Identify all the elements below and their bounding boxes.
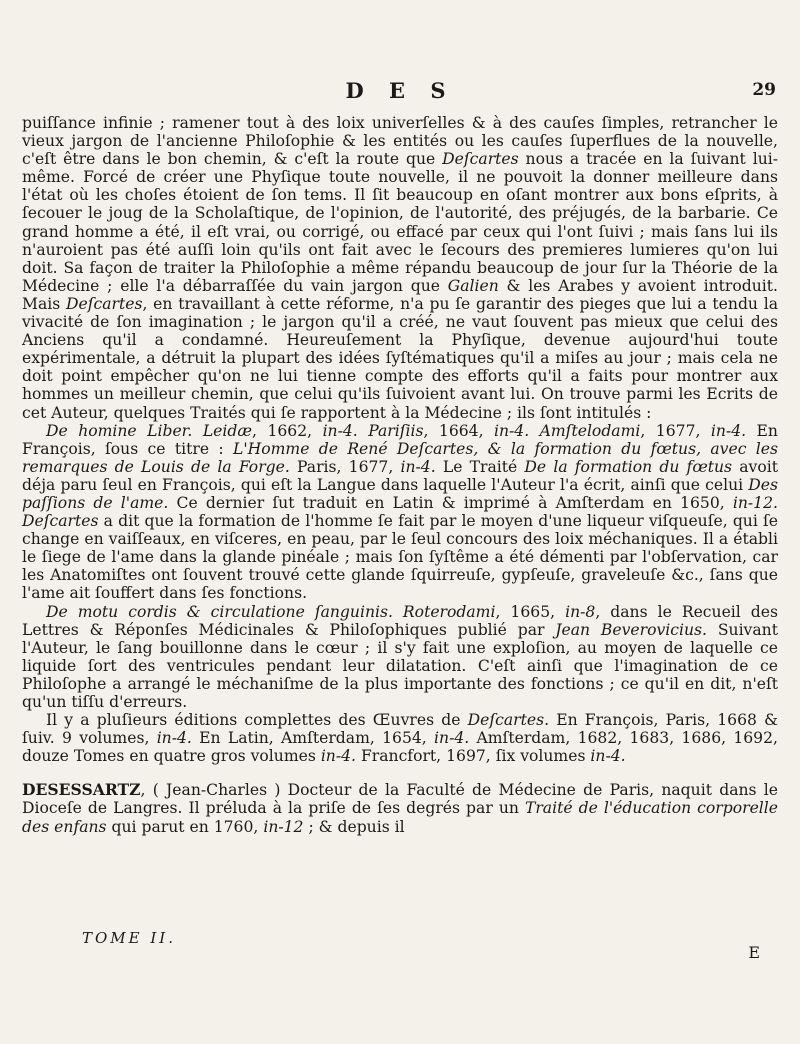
text-run: ; & depuis il [303,817,405,836]
text-run: avoit déja paru ſeul en François, qui eſt la Langue dans laquelle l'Auteur l'a écrit, ainſi que celui [22,457,778,494]
italic-text: in-4. [710,421,747,440]
text-run: a dit que la formation de l'homme ſe fait par le moyen d'une liqueur viſqueuſe, qui ſe change en vaiſſeaux, en viſceres, en peau, par le ſeul concours des loix méchaniques. Il a établi le ſiege de l'ame dans la glande pinéale ; mais ſon ſyſtême a été démenti par l'obſervation, car les Anatomiſtes ont ſouvent trouvé cette glande ſquirreuſe, gypſeuſe, graveleuſe &c., ſans que l'ame ait ſouffert dans ſes fonctions. [22,512,778,603]
body-text [22,114,778,836]
paragraph [22,603,778,712]
catchword: E [748,943,760,962]
italic-text: Traité de l'éducation corporelle des enfans [22,799,778,836]
italic-text: in-4. [434,729,470,748]
paragraph [22,781,778,835]
italic-text: Deſcartes [22,512,99,531]
italic-text: Deſcartes [442,150,519,169]
italic-text: Galien [447,276,499,295]
italic-text: in-4. [320,747,356,766]
book-page [22,0,778,1044]
paragraph [22,711,778,765]
italic-text: in-4. [156,729,192,748]
italic-text: in-4. [590,747,626,766]
text-run: , 1677, [640,421,711,440]
italic-text: Des paſſions de l'ame. [22,475,778,512]
text-run: En Latin, Amſterdam, 1654, [191,729,435,748]
signature-mark: TOME II. [82,929,176,947]
text-run: Francfort, 1697, ſix volumes [356,747,591,766]
text-run: , 1664, [423,421,494,440]
text-run: qui parut en 1760, [106,817,264,836]
text-run: , 1662, [252,421,323,440]
italic-text: in-4. Amſtelodami [494,421,641,440]
italic-text: De homine Liber. Leidæ [46,421,253,440]
text-run: , 1665, [495,602,566,621]
text-run: Ce dernier ſut traduit en Latin & imprimé à Amſterdam en 1650, [168,493,733,512]
italic-text: De motu cordis & circulatione ſanguinis. Roterodami [46,602,496,621]
italic-text: De la formation du fœtus [524,457,733,476]
page-number: 29 [752,80,776,100]
paragraph [22,114,778,422]
italic-text: Jean Beverovicius. [555,620,708,639]
text-run: , en travaillant à cette réforme, n'a pu ſe garantir des pieges que lui a tendu la vivacité de ſon imagination ; le jargon qu'il a créé, ne vaut ſouvent pas mieux que celui des Anciens qu'il a condamné. Heureuſement la Phyſique, devenue aujourd'hui toute expérimentale, a détruit la plupart des idées ſyſtématiques qu'il a miſes au jour ; mais cela ne doit point empêcher qu'on ne lui tienne compte des efforts qu'il a faits pour montrer aux hommes un meilleur chemin, que celui qu'ils ſuivoient avant lui. On trouve parmi les Ecrits de cet Auteur, quelques Traités qui ſe rapportent à la Médecine ; ils ſont intitulés : [22,294,778,422]
italic-text: in-12 [263,817,304,836]
italic-text: Deſcartes. [467,711,550,730]
italic-text: L'Homme de René Deſcartes, & la formation du fœtus, avec les remarques de Louis de la Forge. [22,439,778,476]
text-run: En François, Paris, 1668 & ſuiv. 9 volumes, [22,711,778,748]
text-run: puiſſance infinie ; ramener tout à des loix univerſelles & à des cauſes ſimples, retrancher le vieux jargon de l'ancienne Philoſophie & les entités ou les cauſes ſuperflues de la nouvelle, c'eſt être dans le bon chemin, & c'eſt la route que [22,114,778,169]
text-run: Paris, 1677, [289,457,401,476]
text-run: , ( Jean-Charles ) Docteur de la Faculté de Médecine de Paris, naquit dans le Dioceſe de Langres. Il préluda à la priſe de ſes degrés par un [22,781,778,818]
paragraph [22,422,778,603]
entry-heading: DESESSARTZ [22,780,141,800]
text-run: Amſterdam, 1682, 1683, 1686, 1692, douze Tomes en quatre gros volumes [22,729,778,766]
page-header [22,78,778,108]
text-run: & les Arabes y avoient introduit. Mais [22,276,778,313]
text-run: Le Traité [435,457,525,476]
italic-text: Deſcartes [66,294,143,313]
page-footer [22,929,778,969]
text-run: nous a tracée en la ſuivant lui-même. Forcé de créer une Phyſique toute nouvelle, il ne pouvoit la donner meilleure dans l'état où les choſes étoient de ſon tems. Il ſit beaucoup en oſant montrer aux bons eſprits, à ſecouer le joug de la Scholaſtique, de l'opinion, de l'autorité, des préjugés, de la barbarie. Ce grand homme a été, il eſt vrai, ou corrigé, ou effacé par ceux qui l'ont ſuivi ; mais ſans lui ils n'auroient pas été auſſi loin qu'ils ont fait avec le ſecours des premieres lumieres qu'on lui doit. Sa façon de traiter la Philoſophie a même répandu beaucoup de jour ſur la Théorie de la Médecine ; elle l'a débarraſſée du vain jargon que [22,150,778,295]
text-run: En François, ſous ce titre : [22,421,778,458]
running-title: D E S [345,78,455,103]
italic-text: in-8 [565,602,596,621]
italic-text: in-4. Pariſiis [322,421,424,440]
text-run: Il y a pluſieurs éditions complettes des Œuvres de [46,711,468,730]
italic-text: in-4. [400,457,436,476]
text-run: Suivant l'Auteur, le ſang bouillonne dans le cœur ; il s'y fait une exploſion, au moyen de laquelle ce liquide ſort des ventricules pendant leur dilatation. C'eſt ainſi que l'imagination de ce Philoſophe a arrangé le méchaniſme de la plus importante des fonctions ; ce qu'il en dit, n'eſt qu'un tiſſu d'erreurs. [22,620,778,711]
text-run: , dans le Recueil des Lettres & Réponſes Médicinales & Philoſophiques publié par [22,602,778,639]
italic-text: in-12. [732,493,778,512]
